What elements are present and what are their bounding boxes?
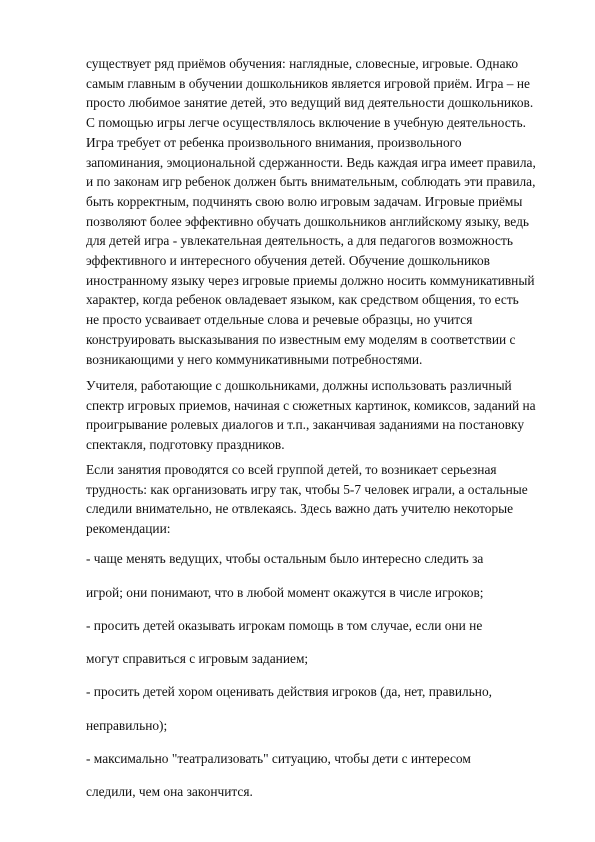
text-line: просто любимое занятие детей, это ведущий вид деятельности дошкольников. (86, 95, 534, 111)
recommendation-line: - максимально "театрализовать" ситуацию, чтобы дети с интересом (86, 751, 471, 766)
paragraph-1 (86, 54, 556, 369)
text-line: эффективного и интересного обучения детей. Обучение дошкольников (86, 253, 490, 269)
text-line: конструировать высказывания по известным ему моделям в соответствии с (86, 331, 516, 347)
text-line: для детей игра - увлекательная деятельность, а для педагогов возможность (86, 233, 513, 249)
text-line: иностранному языку через игровые приемы должно носить коммуникативный (86, 272, 535, 288)
text-line: позволяют более эффективно обучать дошкольников английскому языку, ведь (86, 213, 529, 229)
text-line: рекомендации: (86, 521, 171, 537)
text-line: существует ряд приёмов обучения: наглядные, словесные, игровые. Однако (86, 56, 519, 71)
recommendation-line: - просить детей хором оценивать действия игроков (да, нет, правильно, (86, 684, 493, 699)
recommendation-line: игрой; они понимают, что в любой момент окажутся в числе игроков; (86, 585, 484, 600)
text-line: запоминания, эмоциональной сдержанности. Ведь каждая игра имеет правила, (86, 154, 536, 170)
recommendation-line: - просить детей оказывать игрокам помощь в том случае, если они не (86, 618, 483, 633)
recommendation-line: - чаще менять ведущих, чтобы остальным было интересно следить за (86, 551, 484, 566)
text-line: характер, когда ребенок овладевает языком, как средством общения, то есть (86, 292, 519, 308)
text-line: спектр игровых приемов, начиная с сюжетных картинок, комиксов, заданий на (86, 397, 536, 413)
recommendation-line: неправильно); (86, 718, 168, 733)
text-line: следили внимательно, не отвлекаясь. Здесь важно дать учителю некоторые (86, 501, 514, 517)
text-line: быть корректным, подчинять свою волю игровым задачам. Игровые приёмы (86, 193, 523, 209)
text-line: проигрывание ролевых диалогов и т.п., заканчивая заданиями на постановку (86, 417, 525, 433)
text-line: Если занятия проводятся со всей группой детей, то возникает серьезная (86, 462, 497, 477)
text-line: Игра требует от ребенка произвольного внимания, произвольного (86, 134, 462, 150)
text-line: самым главным в обучении дошкольников является игровой приём. Игра – не (86, 75, 530, 91)
text-line: и по законам игр ребенок должен быть внимательным, соблюдать эти правила, (86, 174, 536, 190)
paragraph-2 (86, 376, 556, 455)
text-line: не просто усваивает отдельные слова и речевые образцы, но учится (86, 312, 473, 328)
recommendation-line: следили, чем она закончится. (86, 784, 253, 799)
text-line: возникающими у него коммуникативными потребностями. (86, 351, 423, 367)
paragraph-3 (86, 460, 556, 539)
text-line: трудность: как организовать игру так, чтобы 5-7 человек играли, а остальные (86, 481, 528, 497)
text-line: Учителя, работающие с дошкольниками, должны использовать различный (86, 378, 512, 393)
text-line: спектакля, подготовку праздников. (86, 437, 285, 453)
recommendation-line: могут справиться с игровым заданием; (86, 651, 309, 666)
text-line: С помощью игры легче осуществлялось включение в учебную деятельность. (86, 115, 526, 131)
